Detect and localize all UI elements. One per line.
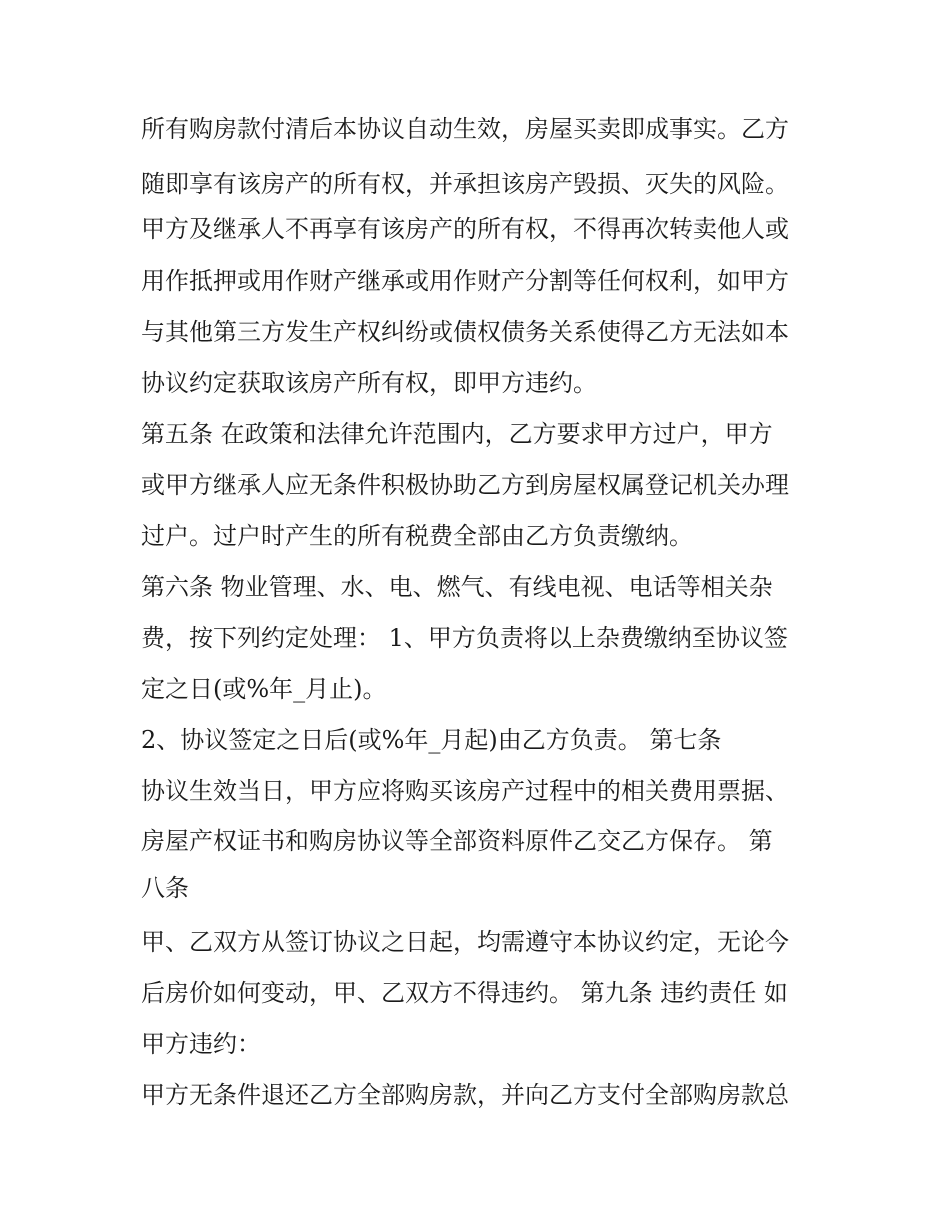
text-line: 甲、乙双方从签订协议之日起，均需遵守本协议约定，无论今 <box>141 928 789 956</box>
text-line: 八条 <box>141 874 189 902</box>
text-line: 与其他第三方发生产权纠纷或债权债务关系使得乙方无法如本 <box>141 318 789 346</box>
text-line: 或甲方继承人应无条件积极协助乙方到房屋权属登记机关办理 <box>141 471 789 499</box>
text-line: 房屋产权证书和购房协议等全部资料原件乙交乙方保存。 第 <box>141 827 773 855</box>
text-line: 甲方无条件退还乙方全部购房款，并向乙方支付全部购房款总 <box>141 1081 789 1109</box>
text-line: 第五条 在政策和法律允许范围内，乙方要求甲方过户，甲方 <box>141 420 773 448</box>
text-line: 后房价如何变动，甲、乙双方不得违约。 第九条 违约责任 如 <box>141 979 788 1007</box>
text-line: 甲方违约： <box>141 1030 261 1058</box>
text-line: 协议约定获取该房产所有权，即甲方违约。 <box>141 369 597 397</box>
text-line: 过户。过户时产生的所有税费全部由乙方负责缴纳。 <box>141 522 693 550</box>
text-line: 所有购房款付清后本协议自动生效，房屋买卖即成事实。乙方 <box>141 115 789 143</box>
text-line: 第六条 物业管理、水、电、燃气、有线电视、电话等相关杂 <box>141 573 773 601</box>
text-line: 随即享有该房产的所有权，并承担该房产毁损、灭失的风险。 <box>141 170 789 198</box>
text-line: 费，按下列约定处理： 1、甲方负责将以上杂费缴纳至协议签 <box>141 624 788 652</box>
text-line: 定之日(或%年_月止)。 <box>141 675 387 703</box>
text-line: 用作抵押或用作财产继承或用作财产分割等任何权利，如甲方 <box>141 267 789 295</box>
text-line: 2、协议签定之日后(或%年_月起)由乙方负责。 第七条 <box>141 726 722 754</box>
text-line: 甲方及继承人不再享有该房产的所有权，不得再次转卖他人或 <box>141 215 789 243</box>
text-line: 协议生效当日，甲方应将购买该房产过程中的相关费用票据、 <box>141 777 789 805</box>
